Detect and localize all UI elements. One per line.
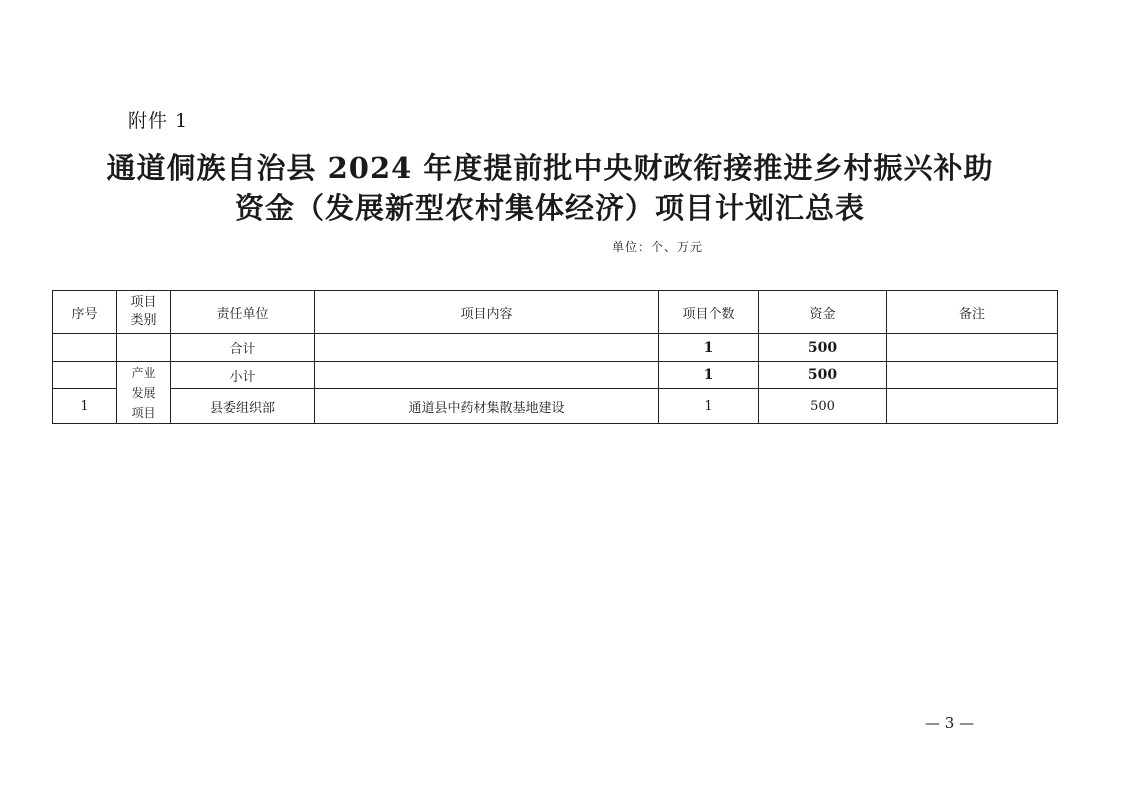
header-category-line-1: 项目 [130,295,157,310]
header-category-line-2: 类别 [130,313,157,328]
header-funds: 资金 [759,291,887,334]
subtotal-seq-cell [53,362,117,389]
header-content: 项目内容 [315,291,659,334]
page-number: — 3 — [925,714,975,732]
header-remarks: 备注 [887,291,1058,334]
row-unit: 县委组织部 [171,389,315,424]
header-count: 项目个数 [659,291,759,334]
document-title-line-1: 通道侗族自治县 2024 年度提前批中央财政衔接推进乡村振兴补助 [106,151,994,185]
category-cell [117,362,171,424]
subtotal-label: 小计 [171,362,315,389]
total-remarks-cell [887,334,1058,362]
row-remarks [887,389,1058,424]
category-line-2: 发展 [131,385,156,400]
table-header-row [53,291,1058,334]
unit-note: 单位：个、万元 [612,240,704,254]
subtotal-content-cell [315,362,659,389]
total-category-cell [117,334,171,362]
total-content-cell [315,334,659,362]
subtotal-funds: 500 [759,362,887,389]
row-funds: 500 [759,389,887,424]
header-category [117,291,171,334]
total-funds: 500 [759,334,887,362]
subtotal-count: 1 [659,362,759,389]
document-title-line-2: 资金（发展新型农村集体经济）项目计划汇总表 [234,191,865,225]
subtotal-remarks-cell [887,362,1058,389]
category-line-3: 项目 [131,405,156,420]
row-seq: 1 [53,389,117,424]
header-seq: 序号 [53,291,117,334]
row-count: 1 [659,389,759,424]
subtotal-row [53,362,1058,389]
header-unit: 责任单位 [171,291,315,334]
row-content: 通道县中药材集散基地建设 [315,389,659,424]
total-row [53,334,1058,362]
category-line-1: 产业 [131,365,156,380]
total-seq-cell [53,334,117,362]
total-label: 合计 [171,334,315,362]
attachment-label: 附件 1 [128,110,189,132]
table-row [53,389,1058,424]
project-summary-table [52,290,1058,424]
total-count: 1 [659,334,759,362]
